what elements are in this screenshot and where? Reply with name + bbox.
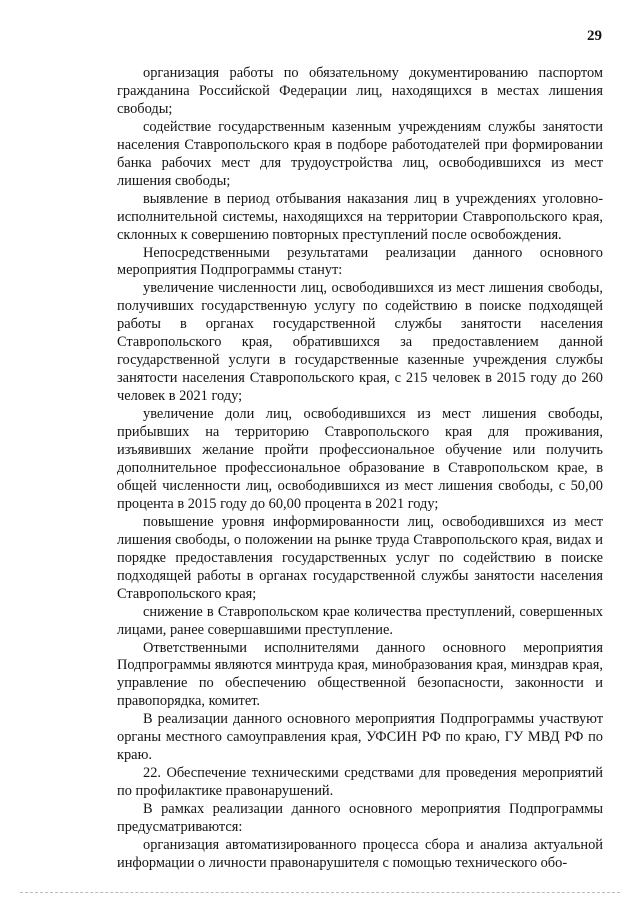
paragraph: увеличение численности лиц, освободившихся из мест лишения свободы, получивших государственную услугу по содействию в поиске подходящей работы в органах государственной службы занятости населения Ставропольского края, обратившихся за предоставлением данной государственной услуги в государственные казенные учреждения службы занятости населения Ставропольского края, с 215 человек в 2015 году до 260 человек в 2021 году; (117, 280, 603, 405)
paragraph: организация автоматизированного процесса сбора и анализа актуальной информации о личности правонарушителя с помощью технического обо- (117, 836, 603, 871)
paragraph: увеличение доли лиц, освободившихся из мест лишения свободы, прибывших на территорию Ставропольского края для проживания, изъявивших желание пройти профессиональное обучение или получить дополнительное профессиональное образование в Ставропольском крае, в общей численности лиц, освободившихся из мест лишения свободы, с 50,00 процента в 2015 году до 60,00 процента в 2021 году; (117, 406, 603, 512)
paragraph: В рамках реализации данного основного мероприятия Подпрограммы предусматриваются: (117, 801, 603, 836)
paragraph: организация работы по обязательному документированию паспортом гражданина Российской Федерации лиц, находящихся в местах лишения свободы; (117, 65, 603, 117)
paragraph: снижение в Ставропольском крае количества преступлений, совершенных лицами, ранее совершавшими преступление. (117, 603, 603, 638)
paragraph: выявление в период отбывания наказания лиц в учреждениях уголовно-исполнительной системы, находящихся на территории Ставропольского края, склонных к совершению повторных преступлений после освобождения. (117, 190, 603, 243)
paragraph: Непосредственными результатами реализации данного основного мероприятия Подпрограммы станут: (117, 244, 603, 279)
paragraph: Ответственными исполнителями данного основного мероприятия Подпрограммы являются минтруда края, минобразования края, минздрав края, управление по обеспечению общественной безопасности, законности и правопорядка, комитет. (117, 639, 603, 710)
paragraph: повышение уровня информированности лиц, освободившихся из мест лишения свободы, о положении на рынке труда Ставропольского края, видах и порядке предоставления государственных услуг по содействию в поиске подходящей работы в органах государственной службы занятости населения Ставропольского края; (117, 513, 603, 602)
document-body (117, 65, 603, 873)
section-heading: 22. Обеспечение техническими средствами для проведения мероприятий по профилактике правонарушений. (117, 765, 603, 800)
paragraph: В реализации данного основного мероприятия Подпрограммы участвуют органы местного самоуправления края, УФСИН РФ по краю, ГУ МВД РФ по краю. (117, 711, 603, 764)
paragraph: содействие государственным казенным учреждениям службы занятости населения Ставропольского края в подборе работодателей при формировании банка рабочих мест для трудоустройства лиц, освободившихся из мест лишения свободы; (117, 118, 603, 189)
scan-edge-line (20, 892, 620, 893)
page-number: 29 (587, 28, 602, 44)
